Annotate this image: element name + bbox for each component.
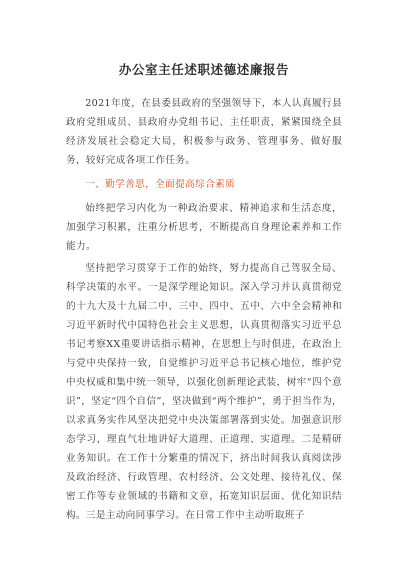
document-title: 办公室主任述职述德述廉报告 — [118, 62, 290, 77]
spacer — [66, 170, 342, 173]
body-paragraph: 坚持把学习贯穿于工作的始终，努力提高自己驾驭全局、科学决策的水平。一是深学理论知识。深入学习并认真贯彻党的十九大及十九届二中、三中、四中、五中、六中全会精神和习近平新时代中国特色社会主义思想，认真贯彻落实习近平总书记考察XX重要讲话指示精神，在思想上与时俱进，在政治上与党中央保持一致，自觉维护习近平总书记核心地位，维护党中央权威和集中统一领导，以强化创新理论武装，树牢“四个意识”，坚定“四个自信”，坚决做到“两个维护”，勇于担当作为，以求真务实作风坚决把党中央决策部署落到实处。加强意识形态学习，理直气壮地讲好大道理、正道理、实道理。二是精研业务知识。在工作十分繁重的情况下，挤出时间我认真阅读涉及政治经济、行政管理、农村经济、公文处理、接待礼仪、保密工作等专业领域的书籍和文章，拓宽知识层面、优化知识结构。三是主动向同事学习。在日常工作中主动听取班子 — [66, 263, 342, 521]
intro-paragraph: 2021年度，在县委县政府的坚强领导下，本人认真履行县政府党组成员、县政府办党组书记、主任职责，紧紧围绕全县经济发展社会稳定大局，积极参与政务、管理事务、做好服务，较好完成各项工作任务。 — [66, 98, 342, 166]
section-heading: 一、勤学善思，全面提高综合素质 — [85, 179, 236, 190]
body-paragraph: 始终把学习内化为一种政治要求、精神追求和生活态度，加强学习积累，注重分析思考，不断提高自身理论素养和工作能力。 — [66, 203, 342, 252]
